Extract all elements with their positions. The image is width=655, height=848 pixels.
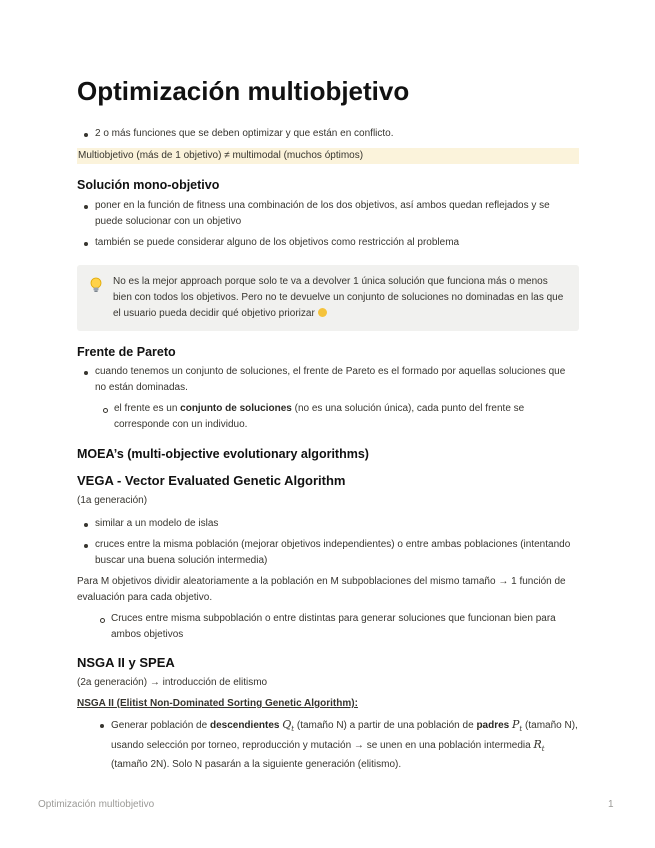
list-item: cruces entre la misma población (mejorar objetivos independientes) o entre ambas poblaciones (intentando buscar una buena solución intermedia)	[95, 537, 579, 569]
highlight-text: Multiobjetivo (más de 1 objetivo) ≠ multimodal (muchos óptimos)	[78, 150, 364, 161]
heading-mono-objetivo: Solución mono-objetivo	[77, 178, 220, 192]
intro-bullet: 2 o más funciones que se deben optimizar y que están en conflicto.	[95, 126, 579, 142]
vega-paragraph: Para M objetivos dividir aleatoriamente a la población en M subpoblaciones del mismo tamaño → 1 función de evaluación para cada objetivo.	[77, 576, 566, 603]
list-item: Cruces entre misma subpoblación o entre distintas para generar soluciones que funcionan bien para ambos objetivos	[111, 611, 576, 643]
thinking-face-icon	[318, 308, 327, 317]
lightbulb-icon	[89, 277, 103, 293]
list-item: Generar población de descendientes $Q_t$ (tamaño N) a partir de una población de padres $P_t$ (tamaño N), usando selección por torneo, reproducción y mutación → se unen en una población intermedia $R_t$ (tamaño 2N). Solo N pasarán a la siguiente generación (elitismo).	[111, 717, 579, 773]
heading-frente-pareto: Frente de Pareto	[77, 345, 176, 359]
list-item: el frente es un conjunto de soluciones (no es una solución única), cada punto del frente se corresponde con un individuo.	[114, 401, 579, 433]
list-item: similar a un modelo de islas	[95, 516, 579, 532]
list-item: cuando tenemos un conjunto de soluciones, el frente de Pareto es el formado por aquellas soluciones que no están dominadas.	[95, 364, 579, 396]
footer-title: Optimización multiobjetivo	[38, 799, 155, 810]
list-item: poner en la función de fitness una combinación de los dos objetivos, así ambos quedan reflejados y se puede solucionar con un objetivo	[95, 198, 579, 230]
heading-nsga-spea: NSGA II y SPEA	[77, 655, 175, 670]
heading-vega: VEGA - Vector Evaluated Genetic Algorithm	[77, 473, 346, 488]
vega-generation: (1a generación)	[77, 495, 148, 506]
page-number: 1	[608, 799, 614, 810]
list-item: también se puede considerar alguno de los objetivos como restricción al problema	[95, 235, 579, 251]
nsga-ii-title: NSGA II (Elitist Non-Dominated Sorting Genetic Algorithm):	[77, 698, 358, 709]
nsga-generation: (2a generación) → introducción de elitismo	[77, 677, 268, 688]
callout-text: No es la mejor approach porque solo te va a devolver 1 única solución que funciona más o menos bien con todos los objetivos. Pero no te devuelve un conjunto de soluciones no dominadas en las que el usuario pueda decidir qué objetivo priorizar	[113, 276, 564, 319]
page-title: Optimización multiobjetivo	[77, 76, 410, 106]
callout-box	[77, 265, 579, 331]
heading-moeas: MOEA’s (multi-objective evolutionary algorithms)	[77, 447, 369, 461]
